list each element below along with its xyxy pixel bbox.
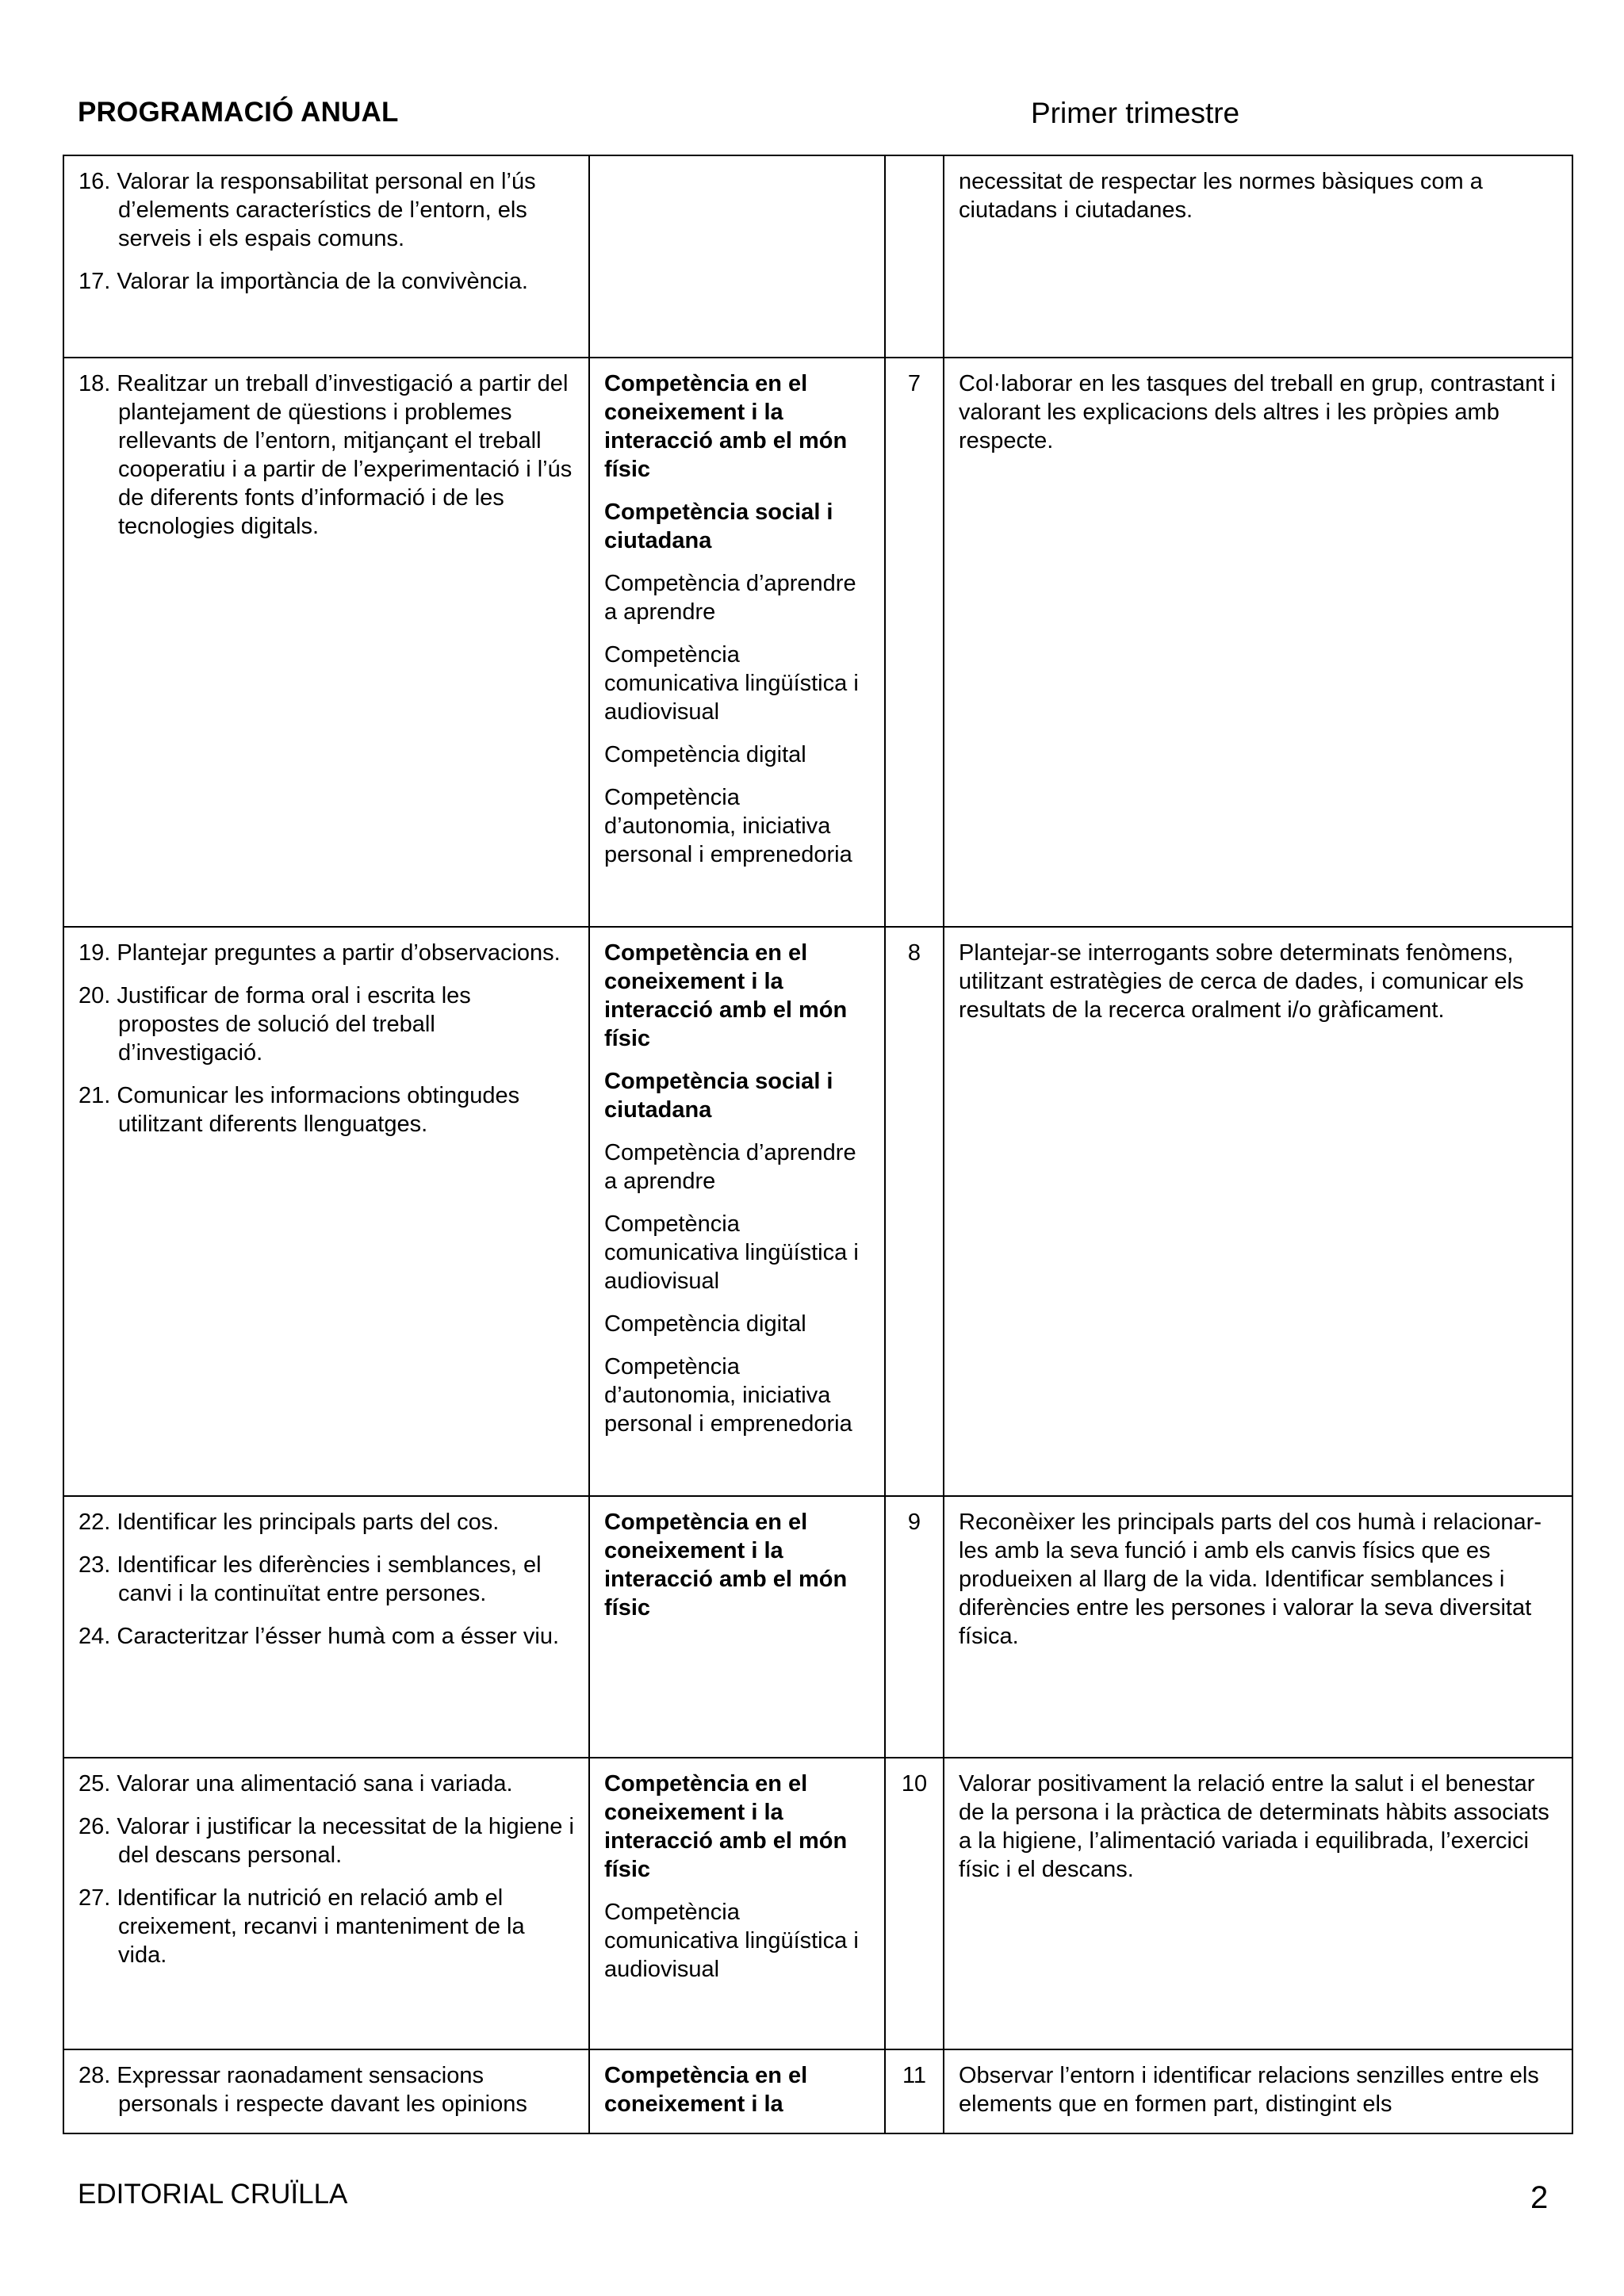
competences-cell (589, 358, 885, 927)
competence-item: Competència en el coneixement i la (604, 2063, 808, 2117)
evaluation-criterion: 27. Identificar la nutrició en relació amb el creixement, recanvi i manteniment de la vida. (79, 1885, 525, 1968)
criteria-cell (63, 927, 589, 1496)
term-label: Primer trimestre (1031, 97, 1240, 129)
criteria-cell (63, 358, 589, 927)
objective-number (885, 155, 944, 358)
competence-item: Competència digital (604, 1311, 806, 1337)
evaluation-criterion: 21. Comunicar les informacions obtingudes utilitzant diferents llenguatges. (79, 1083, 520, 1137)
objective-number: 11 (885, 2049, 944, 2133)
criteria-cell (63, 2049, 589, 2133)
objective-number: 7 (885, 358, 944, 927)
objective-cell: Observar l’entorn i identificar relacions senzilles entre els elements que en formen part, distingint els (944, 2049, 1572, 2133)
programming-table-body (63, 155, 1572, 2133)
competence-item: Competència en el coneixement i la interacció amb el món físic (604, 940, 848, 1051)
table-row (63, 155, 1572, 358)
criteria-cell (63, 1758, 589, 2049)
table-row (63, 358, 1572, 927)
evaluation-criterion: 25. Valorar una alimentació sana i variada. (79, 1771, 513, 1797)
evaluation-criterion: 28. Expressar raonadament sensacions personals i respecte davant les opinions (79, 2063, 527, 2117)
competence-item: Competència d’aprendre a aprendre (604, 571, 856, 625)
objective-cell: Plantejar-se interrogants sobre determinats fenòmens, utilitzant estratègies de cerca de dades, i comunicar els resultats de la recerca oralment i/o gràficament. (944, 927, 1572, 1496)
competence-item: Competència en el coneixement i la interacció amb el món físic (604, 371, 848, 482)
evaluation-criterion: 16. Valorar la responsabilitat personal en l’ús d’elements característics de l’entorn, els serveis i els espais comuns. (79, 169, 536, 251)
evaluation-criterion: 23. Identificar les diferències i semblances, el canvi i la continuïtat entre persones. (79, 1552, 542, 1606)
table-row (63, 1496, 1572, 1758)
competences-cell (589, 155, 885, 358)
evaluation-criterion: 20. Justificar de forma oral i escrita les propostes de solució del treball d’investigació. (79, 983, 471, 1066)
competences-cell (589, 2049, 885, 2133)
page-number: 2 (1530, 2180, 1549, 2215)
evaluation-criterion: 22. Identificar les principals parts del cos. (79, 1510, 500, 1535)
competence-item: Competència comunicativa lingüística i audiovisual (604, 1900, 859, 1982)
publisher-name: EDITORIAL CRUÏLLA (78, 2179, 348, 2210)
competences-cell (589, 1758, 885, 2049)
competence-item: Competència digital (604, 742, 806, 767)
table-row (63, 927, 1572, 1496)
objective-cell: Col·laborar en les tasques del treball en grup, contrastant i valorant les explicacions dels altres i les pròpies amb respecte. (944, 358, 1572, 927)
competence-item: Competència comunicativa lingüística i audiovisual (604, 1211, 859, 1294)
competence-item: Competència comunicativa lingüística i audiovisual (604, 642, 859, 725)
table-row (63, 2049, 1572, 2133)
evaluation-criterion: 26. Valorar i justificar la necessitat de la higiene i del descans personal. (79, 1814, 574, 1868)
competences-cell (589, 927, 885, 1496)
competence-item: Competència en el coneixement i la interacció amb el món físic (604, 1510, 848, 1621)
competence-item: Competència d’autonomia, iniciativa personal i emprenedoria (604, 1354, 852, 1437)
competences-cell (589, 1496, 885, 1758)
objective-number: 8 (885, 927, 944, 1496)
competence-item: Competència social i ciutadana (604, 1069, 833, 1123)
objective-cell: Valorar positivament la relació entre la salut i el benestar de la persona i la pràctica de determinats hàbits associats a la higiene, l’alimentació variada i equilibrada, l’exercici físic i el descans. (944, 1758, 1572, 2049)
evaluation-criterion: 18. Realitzar un treball d’investigació a partir del plantejament de qüestions i problemes rellevants de l’entorn, mitjançant el treball cooperatiu i a partir de l’experimentació i l’ús de diferents fonts d’informació i de les tecnologies digitals. (79, 371, 573, 539)
evaluation-criterion: 17. Valorar la importància de la convivència. (79, 269, 528, 294)
table-row (63, 1758, 1572, 2049)
evaluation-criterion: 24. Caracteritzar l’ésser humà com a ésser viu. (79, 1624, 559, 1649)
criteria-cell (63, 1496, 589, 1758)
criteria-cell (63, 155, 589, 358)
competence-item: Competència social i ciutadana (604, 499, 833, 553)
programming-table (63, 155, 1573, 2134)
competence-item: Competència d’aprendre a aprendre (604, 1140, 856, 1194)
objective-number: 9 (885, 1496, 944, 1758)
objective-number: 10 (885, 1758, 944, 2049)
objective-cell: Reconèixer les principals parts del cos humà i relacionar-les amb la seva funció i amb els canvis físics que es produeixen al llarg de la vida. Identificar semblances i diferències entre les persones i valorar la seva diversitat física. (944, 1496, 1572, 1758)
objective-cell: necessitat de respectar les normes bàsiques com a ciutadans i ciutadanes. (944, 155, 1572, 358)
competence-item: Competència d’autonomia, iniciativa personal i emprenedoria (604, 785, 852, 867)
competence-item: Competència en el coneixement i la interacció amb el món físic (604, 1771, 848, 1882)
evaluation-criterion: 19. Plantejar preguntes a partir d’observacions. (79, 940, 561, 966)
document-title: PROGRAMACIÓ ANUAL (78, 97, 399, 128)
